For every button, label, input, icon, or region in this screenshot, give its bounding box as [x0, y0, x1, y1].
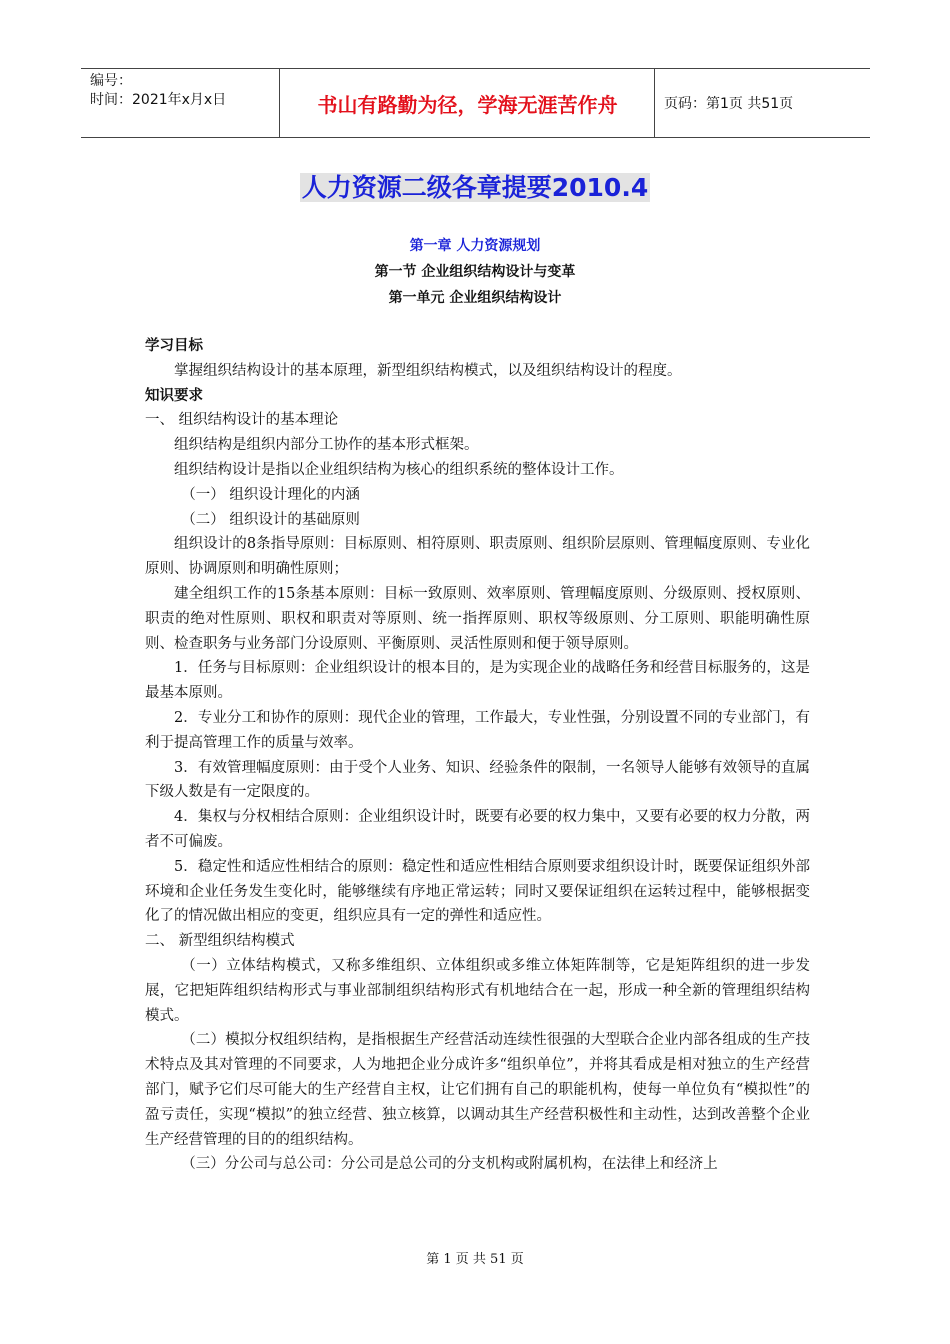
page-info-cell: 页码：第1页 共51页	[664, 96, 794, 112]
subheading: 知识要求	[145, 387, 203, 404]
paragraph: 5．稳定性和适应性相结合的原则：稳定性和适应性相结合原则要求组织设计时，既要保证组织外部环境和企业任务发生变化时，能够继续有序地正常运转；同时又要保证组织在运转过程中，能够根据变化了的情况做出相应的变更，组织应具有一定的弹性和适应性。	[145, 858, 810, 925]
subheading: 学习目标	[145, 338, 203, 354]
paragraph: （一）立体结构模式，又称多维组织、立体组织或多维立体矩阵制等，它是矩阵组织的进一步发展，它把矩阵组织结构形式与事业部制组织结构形式有机地结合在一起，形成一种全新的管理组织结构模式。	[145, 957, 810, 1024]
paragraph: 3．有效管理幅度原则：由于受个人业务、知识、经验条件的限制，一名领导人能够有效领导的直属下级人数是有一定限度的。	[145, 759, 810, 801]
document-title: 人力资源二级各章提要2010.4	[301, 173, 649, 202]
paragraph: （二）模拟分权组织结构，是指根据生产经营活动连续性很强的大型联合企业内部各组成的生产技术特点及其对管理的不同要求，人为地把企业分成许多“组织单位”，并将其看成是相对独立的生产经营部门，赋予它们尽可能大的生产经营自主权，让它们拥有自己的职能机构，使每一单位负有“模拟性”的盈亏责任，实现“模拟”的独立经营、独立核算，以调动其生产经营积极性和主动性，达到改善整个企业生产经营管理的目的的组织结构。	[145, 1032, 810, 1148]
header-info-cell	[81, 69, 280, 137]
number-label: 编号：	[90, 73, 132, 89]
paragraph: 4．集权与分权相结合原则：企业组织设计时，既要有必要的权力集中，又要有必要的权力分散，两者不可偏废。	[145, 809, 810, 850]
paragraph: 二、 新型组织结构模式	[145, 933, 295, 950]
paragraph: 组织结构设计是指以企业组织结构为核心的组织系统的整体设计工作。	[174, 461, 624, 478]
paragraph: 组织设计的8条指导原则：目标原则、相符原则、职责原则、组织阶层原则、管理幅度原则、专业化原则、协调原则和明确性原则；	[145, 536, 810, 578]
motto-cell: 书山有路勤为径，学海无涯苦作舟	[281, 69, 655, 137]
paragraph: 一、 组织结构设计的基本理论	[145, 412, 339, 429]
document-body	[145, 334, 810, 1177]
paragraph: （一） 组织设计理化的内涵	[181, 486, 360, 503]
paragraph: 1．任务与目标原则：企业组织设计的根本目的，是为实现企业的战略任务和经营目标服务的，这是最基本原则。	[145, 660, 810, 702]
paragraph: （二） 组织设计的基础原则	[181, 511, 360, 528]
date-label: 时间：2021年x月x日	[90, 92, 227, 108]
paragraph: 组织结构是组织内部分工协作的基本形式框架。	[174, 437, 479, 454]
paragraph: 2．专业分工和协作的原则：现代企业的管理，工作最大，专业性强，分别设置不同的专业部门，有利于提高管理工作的质量与效率。	[145, 709, 810, 751]
section-heading: 第一节 企业组织结构设计与变革	[374, 264, 576, 280]
page-footer: 第 1 页 共 51 页	[426, 1252, 524, 1267]
header-table	[81, 68, 870, 138]
paragraph: （三）分公司与总公司：分公司是总公司的分支机构或附属机构，在法律上和经济上	[181, 1156, 718, 1173]
unit-heading: 第一单元 企业组织结构设计	[388, 290, 562, 306]
paragraph: 建全组织工作的15条基本原则：目标一致原则、效率原则、管理幅度原则、分级原则、授权原则、职责的绝对性原则、职权和职责对等原则、统一指挥原则、职权等级原则、分工原则、职能明确性原则、检查职务与业务部门分设原则、平衡原则、灵活性原则和便于领导原则。	[145, 585, 810, 652]
paragraph: 掌握组织结构设计的基本原理，新型组织结构模式，以及组织结构设计的程度。	[174, 362, 682, 379]
chapter-heading: 第一章 人力资源规划	[409, 238, 541, 254]
document-title-wrap	[0, 168, 950, 204]
